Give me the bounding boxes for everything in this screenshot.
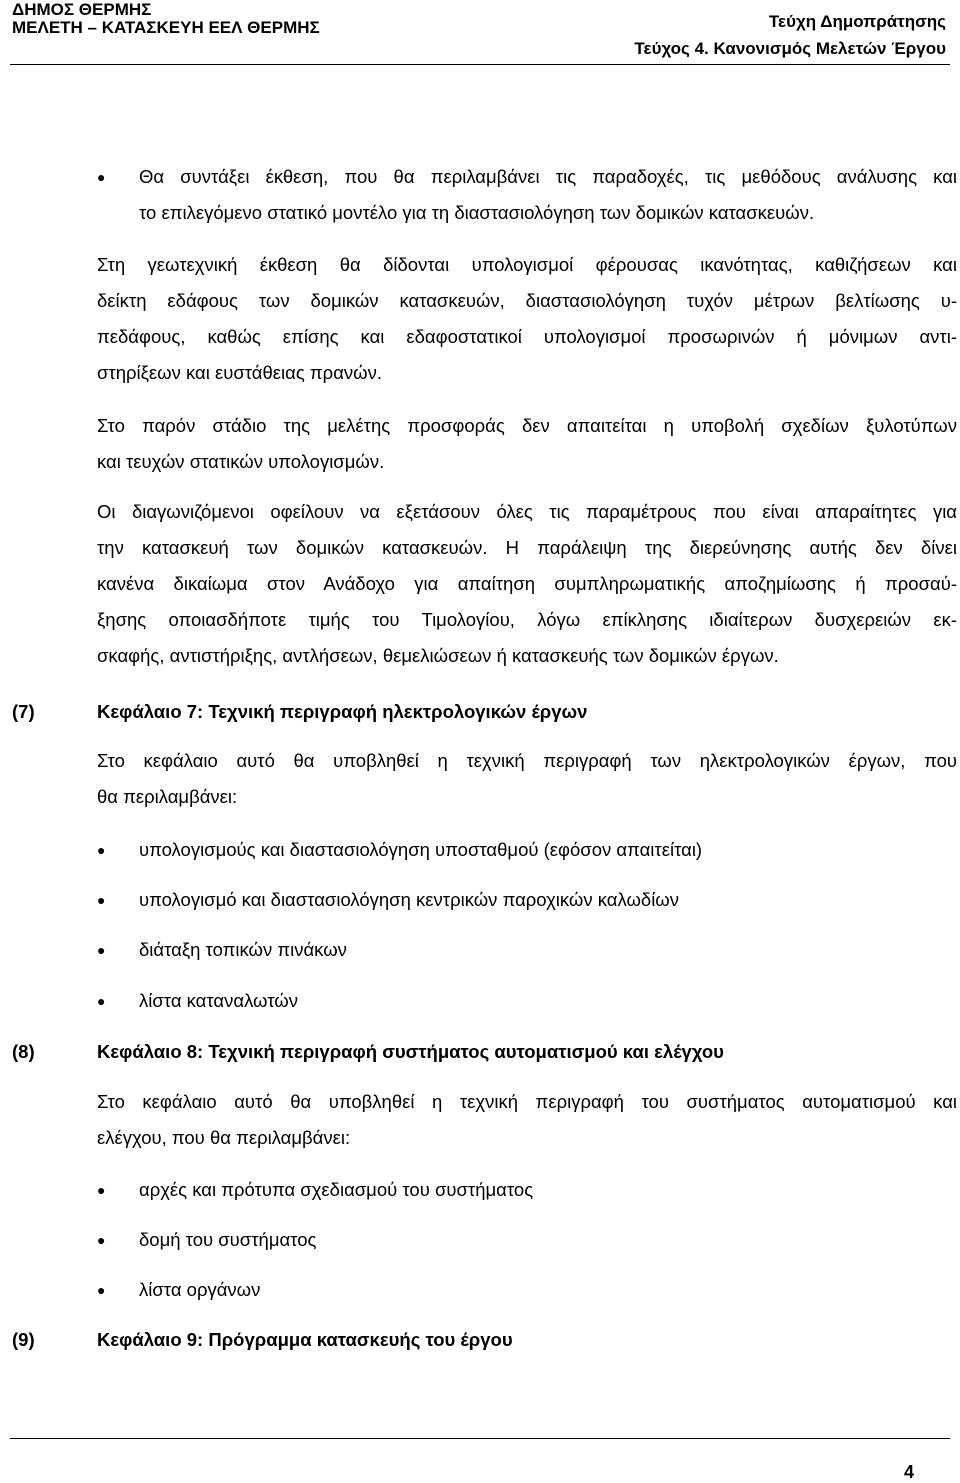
paragraph-line: Στο παρόν στάδιο της μελέτης προσφοράς δεν απαιτείται η υποβολή σχεδίων ξυλοτύπων (97, 415, 957, 436)
bullet-dot-icon: ● (97, 1182, 106, 1198)
list-item-text: αρχές και πρότυπα σχεδιασμού του συστήματος (139, 1179, 534, 1200)
bullet-line: το επιλεγόμενο στατικό μοντέλο για τη διαστασιολόγηση των δομικών κατασκευών. (139, 202, 815, 223)
paragraph-line: σκαφής, αντιστήριξης, αντλήσεων, θεμελιώσεων ή κατασκευής των δομικών έργων. (97, 645, 779, 666)
volume-title: Τεύχος 4. Κανονισμός Μελετών Έργου (634, 39, 946, 58)
paragraph-line: και τευχών στατικών υπολογισμών. (97, 451, 385, 472)
list-item-text: υπολογισμό και διαστασιολόγηση κεντρικών παροχικών καλωδίων (139, 889, 679, 910)
paragraph-line: ξησης οποιασδήποτε τιμής του Τιμολογίου, λόγω επίκλησης ιδιαίτερων δυσχερειών εκ- (97, 609, 957, 630)
paragraph-line: πεδάφους, καθώς επίσης και εδαφοστατικοί υπολογισμοί προσωρινών ή μόνιμων αντι- (97, 326, 957, 347)
paragraph-line: Στη γεωτεχνική έκθεση θα δίδονται υπολογισμοί φέρουσας ικανότητας, καθιζήσεων και (97, 254, 957, 275)
section-number: (8) (12, 1041, 35, 1062)
paragraph-line: την κατασκευή των δομικών κατασκευών. Η παράλειψη της διερεύνησης αυτής δεν δίνει (97, 537, 957, 558)
project-title: ΜΕΛΕΤΗ – ΚΑΤΑΣΚΕΥΗ ΕΕΛ ΘΕΡΜΗΣ (12, 18, 320, 37)
bullet-dot-icon: ● (97, 993, 106, 1009)
geotechnical-paragraph (97, 247, 957, 391)
page-number: 4 (903, 1462, 914, 1482)
section-8-intro (97, 1084, 957, 1156)
section-number: (9) (12, 1329, 35, 1350)
paragraph-line: Στο κεφάλαιο αυτό θα υποβληθεί η τεχνική περιγραφή του συστήματος αυτοματισμού και (97, 1091, 957, 1112)
stage-paragraph (97, 408, 957, 480)
paragraph-line: θα περιλαμβάνει: (97, 786, 238, 807)
section-7-intro (97, 743, 957, 815)
list-item-text: υπολογισμούς και διαστασιολόγηση υποσταθμού (εφόσον απαιτείται) (139, 839, 703, 860)
bullet-dot-icon: ● (97, 1282, 106, 1298)
page-header (0, 0, 960, 70)
section-title: Κεφάλαιο 8: Τεχνική περιγραφή συστήματος αυτοματισμού και ελέγχου (97, 1041, 724, 1062)
bullet-line: Θα συντάξει έκθεση, που θα περιλαμβάνει τις παραδοχές, τις μεθόδους ανάλυσης και (139, 166, 957, 187)
paragraph-line: Στο κεφάλαιο αυτό θα υποβληθεί η τεχνική περιγραφή των ηλεκτρολογικών έργων, που (97, 750, 957, 771)
paragraph-line: Οι διαγωνιζόμενοι οφείλουν να εξετάσουν όλες τις παραμέτρους που είναι απαραίτητες για (97, 501, 957, 522)
list-item-text: διάταξη τοπικών πινάκων (139, 939, 347, 960)
bullet-dot-icon: ● (97, 892, 106, 908)
footer-divider (10, 1438, 950, 1439)
section-title: Κεφάλαιο 9: Πρόγραμμα κατασκευής του έργου (97, 1329, 513, 1350)
bullet-dot-icon: ● (97, 842, 106, 858)
bidders-paragraph (97, 494, 957, 674)
list-item-text: δομή του συστήματος (139, 1229, 317, 1250)
section-number: (7) (12, 701, 35, 722)
paragraph-line: κανένα δικαίωμα στον Ανάδοχο για απαίτηση συμπληρωματικής αποζημίωσης ή προσαύ- (97, 573, 957, 594)
bullet-dot-icon: ● (97, 169, 106, 185)
paragraph-line: ελέγχου, που θα περιλαμβάνει: (97, 1127, 351, 1148)
bullet-dot-icon: ● (97, 942, 106, 958)
header-divider (10, 64, 950, 65)
section-title: Κεφάλαιο 7: Τεχνική περιγραφή ηλεκτρολογικών έργων (97, 701, 588, 722)
municipality-name: ΔΗΜΟΣ ΘΕΡΜΗΣ (12, 0, 152, 19)
list-item-text: λίστα καταναλωτών (139, 990, 298, 1011)
bullet-dot-icon: ● (97, 1232, 106, 1248)
list-item-text: λίστα οργάνων (139, 1279, 261, 1300)
paragraph-line: στηρίξεων και ευστάθειας πρανών. (97, 362, 382, 383)
volume-set-title: Τεύχη Δημοπράτησης (768, 12, 946, 31)
paragraph-line: δείκτη εδάφους των δομικών κατασκευών, διαστασιολόγηση τυχόν μέτρων βελτίωσης υ- (97, 290, 957, 311)
